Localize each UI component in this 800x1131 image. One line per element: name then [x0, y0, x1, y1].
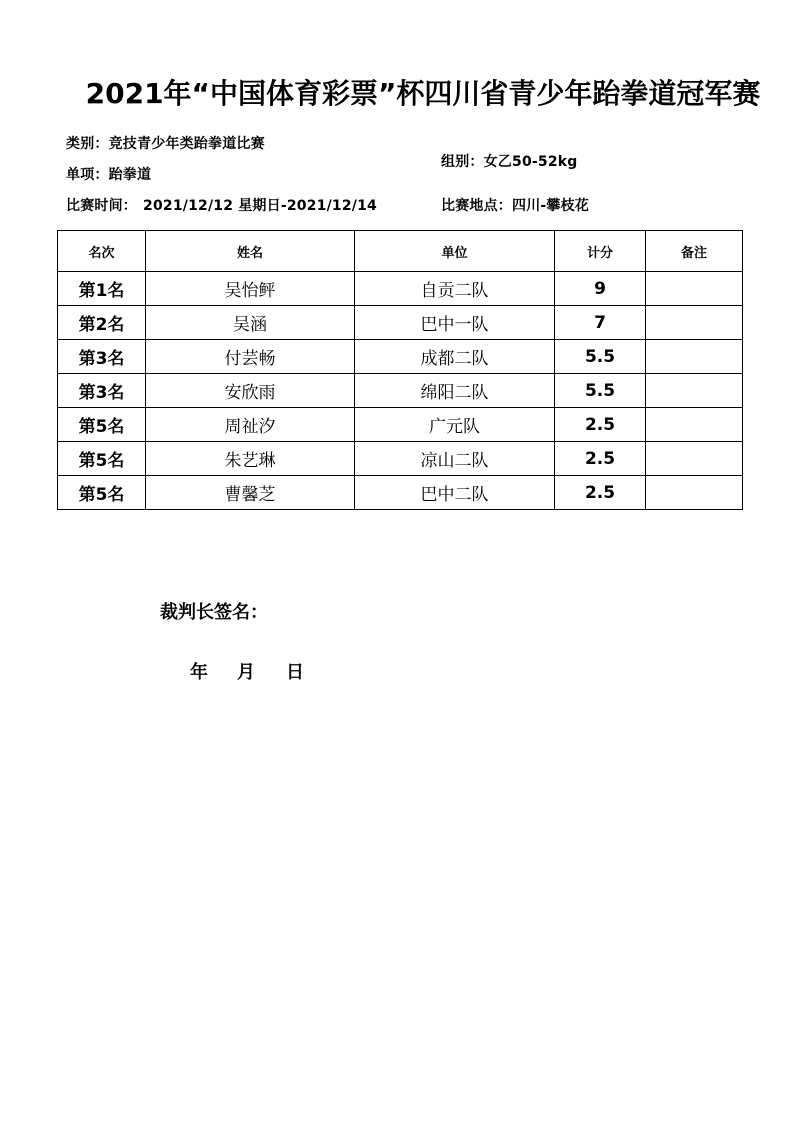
group-label: 组别：	[441, 154, 484, 170]
table-row	[58, 374, 743, 408]
note-cell	[646, 442, 743, 476]
unit-cell: 广元队	[355, 408, 555, 442]
score-cell: 5.5	[555, 374, 646, 408]
venue-label: 比赛地点：	[441, 198, 512, 214]
date-day-label: 日	[286, 662, 304, 683]
category-label: 类别：	[66, 136, 109, 152]
unit-cell: 巴中二队	[355, 476, 555, 510]
note-cell	[646, 272, 743, 306]
unit-cell: 绵阳二队	[355, 374, 555, 408]
time-line	[66, 195, 377, 215]
table-row	[58, 272, 743, 306]
venue-value: 四川-攀枝花	[512, 198, 590, 214]
unit-cell: 成都二队	[355, 340, 555, 374]
table-row	[58, 340, 743, 374]
header-name: 姓名	[146, 231, 355, 272]
event-label: 单项：	[66, 167, 109, 183]
name-cell: 付芸畅	[146, 340, 355, 374]
rank-cell: 第5名	[58, 476, 146, 510]
header-rank: 名次	[58, 231, 146, 272]
page-title: 2021年“中国体育彩票”杯四川省青少年跆拳道冠军赛	[85, 77, 761, 110]
note-cell	[646, 340, 743, 374]
name-cell: 朱艺琳	[146, 442, 355, 476]
score-cell: 2.5	[555, 442, 646, 476]
venue-line	[441, 195, 589, 215]
note-cell	[646, 374, 743, 408]
table-row	[58, 408, 743, 442]
table-header-row	[58, 231, 743, 272]
results-table	[57, 230, 743, 510]
event-value: 跆拳道	[108, 167, 152, 183]
table-row	[58, 442, 743, 476]
score-cell: 7	[555, 306, 646, 340]
rank-cell: 第5名	[58, 408, 146, 442]
rank-cell: 第2名	[58, 306, 146, 340]
note-cell	[646, 306, 743, 340]
note-cell	[646, 476, 743, 510]
name-cell: 吴怡鲆	[146, 272, 355, 306]
rank-cell: 第1名	[58, 272, 146, 306]
name-cell: 安欣雨	[146, 374, 355, 408]
table-row	[58, 476, 743, 510]
unit-cell: 凉山二队	[355, 442, 555, 476]
category-line	[66, 133, 265, 153]
group-value: 女乙50-52kg	[483, 154, 578, 170]
category-value: 竞技青少年类跆拳道比赛	[108, 136, 265, 152]
date-year-label: 年	[190, 662, 208, 683]
score-cell: 2.5	[555, 408, 646, 442]
time-label: 比赛时间：	[66, 198, 137, 214]
unit-cell: 巴中一队	[355, 306, 555, 340]
score-cell: 2.5	[555, 476, 646, 510]
name-cell: 曹馨芝	[146, 476, 355, 510]
group-line	[441, 151, 578, 171]
score-cell: 5.5	[555, 340, 646, 374]
referee-signature-label: 裁判长签名：	[160, 602, 268, 623]
rank-cell: 第3名	[58, 340, 146, 374]
time-value: 2021/12/12 星期日-2021/12/14	[143, 198, 377, 214]
header-note: 备注	[646, 231, 743, 272]
rank-cell: 第5名	[58, 442, 146, 476]
score-cell: 9	[555, 272, 646, 306]
name-cell: 吴涵	[146, 306, 355, 340]
date-month-label: 月	[237, 662, 255, 683]
event-line	[66, 164, 151, 184]
table-row	[58, 306, 743, 340]
rank-cell: 第3名	[58, 374, 146, 408]
unit-cell: 自贡二队	[355, 272, 555, 306]
note-cell	[646, 408, 743, 442]
header-unit: 单位	[355, 231, 555, 272]
name-cell: 周祉汐	[146, 408, 355, 442]
header-score: 计分	[555, 231, 646, 272]
